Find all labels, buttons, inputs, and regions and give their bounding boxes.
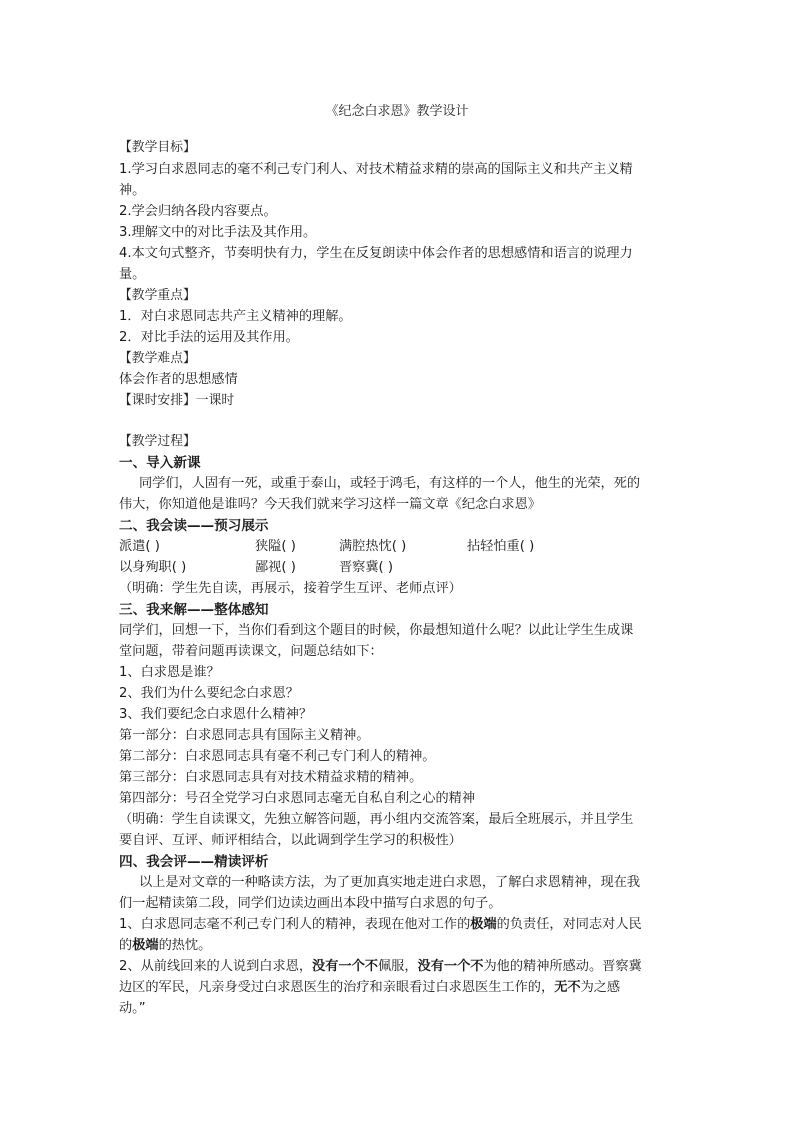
question-1: 1、白求恩是谁？ <box>119 665 220 680</box>
keypoints-heading: 【教学重点】 <box>119 288 196 303</box>
part-4: 第四部分：号召全党学习白求恩同志毫无自私自利之心的精神 <box>119 791 476 806</box>
analysis-text: 佩服， <box>377 959 418 974</box>
analysis-text: 为他的精神所感动。晋察冀 <box>483 959 642 974</box>
section-2-heading: 二、我会读——预习展示 <box>119 518 269 534</box>
difficulty-heading: 【教学难点】 <box>119 351 196 366</box>
document-title: 《纪念白求恩》教学设计 <box>325 104 469 119</box>
keypoint-1: 1．对白求恩同志共产主义精神的理解。 <box>119 309 352 324</box>
section-3-note-line-1: （明确：学生自读课文，先独立解答问题，再小组内交流答案，最后全班展示，并且学生 <box>119 812 634 827</box>
word-item-paiqian: 派遣( ) <box>119 539 160 554</box>
question-2: 2、我们为什么要纪念白求恩？ <box>119 686 299 701</box>
word-item-bishi: 鄙视( ) <box>255 560 296 575</box>
difficulty-1: 体会作者的思想感情 <box>119 372 238 387</box>
emphasis-text: 极端 <box>132 938 159 953</box>
section-4-para-line-1: 以上是对文章的一种略读方法，为了更加真实地走进白求恩，了解白求恩精神，现在我 <box>139 875 641 890</box>
analysis-text: 的负责任，对同志对人民 <box>496 917 642 932</box>
section-1-heading: 一、导入新课 <box>119 455 201 471</box>
goals-heading: 【教学目标】 <box>119 140 196 155</box>
word-item-nianqing-pazhong: 拈轻怕重( ) <box>467 539 535 554</box>
analysis-text: 边区的军民，凡亲身受过白求恩医生的治疗和亲眼看过白求恩医生工作的， <box>119 980 555 995</box>
part-1: 第一部分：白求恩同志具有国际主义精神。 <box>119 728 370 743</box>
section-2-note: （明确：学生先自读，再展示，接着学生互评、老师点评） <box>119 581 462 596</box>
analysis-text: 2、从前线回来的人说到白求恩， <box>119 959 313 974</box>
section-3-para-line-1: 同学们，回想一下，当你们看到这个题目的时候，你最想知道什么呢？以此让学生生成课 <box>119 623 634 638</box>
schedule-line: 【课时安排】一课时 <box>119 393 235 408</box>
goal-4-line-1: 4.本文句式整齐，节奏明快有力，学生在反复朗读中体会作者的思想感情和语言的说理力 <box>119 246 633 261</box>
part-3: 第三部分：白求恩同志具有对技术精益求精的精神。 <box>119 770 423 785</box>
emphasis-text: 极端 <box>470 917 497 932</box>
analysis-text: 的 <box>119 938 133 953</box>
goal-4-line-2: 量。 <box>119 267 146 282</box>
question-3: 3、我们要纪念白求恩什么精神？ <box>119 707 313 722</box>
section-3-para-line-2: 堂问题，带着问题再读课文，问题总结如下： <box>119 644 383 659</box>
analysis-item-1-line-2 <box>119 936 211 956</box>
keypoint-2: 2．对比手法的运用及其作用。 <box>119 330 299 345</box>
emphasis-text: 没有一个不 <box>417 959 484 974</box>
goal-1-line-2: 神。 <box>119 183 146 198</box>
analysis-text: 1、白求恩同志毫不利己专门利人的精神，表现在他对工作的 <box>119 917 471 932</box>
analysis-item-2-line-2 <box>119 978 620 998</box>
analysis-text: 的热忱。 <box>158 938 212 953</box>
goal-1-line-1: 1.学习白求恩同志的毫不利己专门利人、对技术精益求精的崇高的国际主义和共产主义精 <box>119 162 633 177</box>
section-4-para-line-2: 们一起精读第二段，同学们边读边画出本段中描写白求恩的句子。 <box>119 896 502 911</box>
goal-3: 3.理解文中的对比手法及其作用。 <box>119 225 317 240</box>
word-item-jinchaji: 晋察冀( ) <box>339 560 394 575</box>
analysis-item-2-line-1 <box>119 957 642 977</box>
emphasis-text: 无不 <box>554 980 581 995</box>
word-item-xiaai: 狭隘( ) <box>255 539 296 554</box>
section-4-heading: 四、我会评——精读评析 <box>119 854 269 870</box>
section-1-para-line-2: 伟大，你知道他是谁吗？今天我们就来学习这样一篇文章《纪念白求恩》 <box>119 497 541 512</box>
section-3-heading: 三、我来解——整体感知 <box>119 602 269 618</box>
word-item-yishen-xunzhi: 以身殉职( ) <box>119 560 187 575</box>
part-2: 第二部分：白求恩同志具有毫不利己专门利人的精神。 <box>119 749 436 764</box>
section-1-para-line-1: 同学们，人固有一死，或重于泰山，或轻于鸿毛，有这样的一个人，他生的光荣，死的 <box>139 476 641 491</box>
analysis-item-1-line-1 <box>119 915 642 935</box>
process-heading: 【教学过程】 <box>119 434 196 449</box>
word-item-manqiang-rechen: 满腔热忱( ) <box>339 539 407 554</box>
analysis-text: 为之感 <box>580 980 621 995</box>
emphasis-text: 没有一个不 <box>312 959 378 974</box>
analysis-item-2-line-3: 动。” <box>119 1001 146 1016</box>
goal-2: 2.学会归纳各段内容要点。 <box>119 204 277 219</box>
section-3-note-line-2: 要自评、互评、师评相结合，以此调到学生学习的积极性） <box>119 833 462 848</box>
